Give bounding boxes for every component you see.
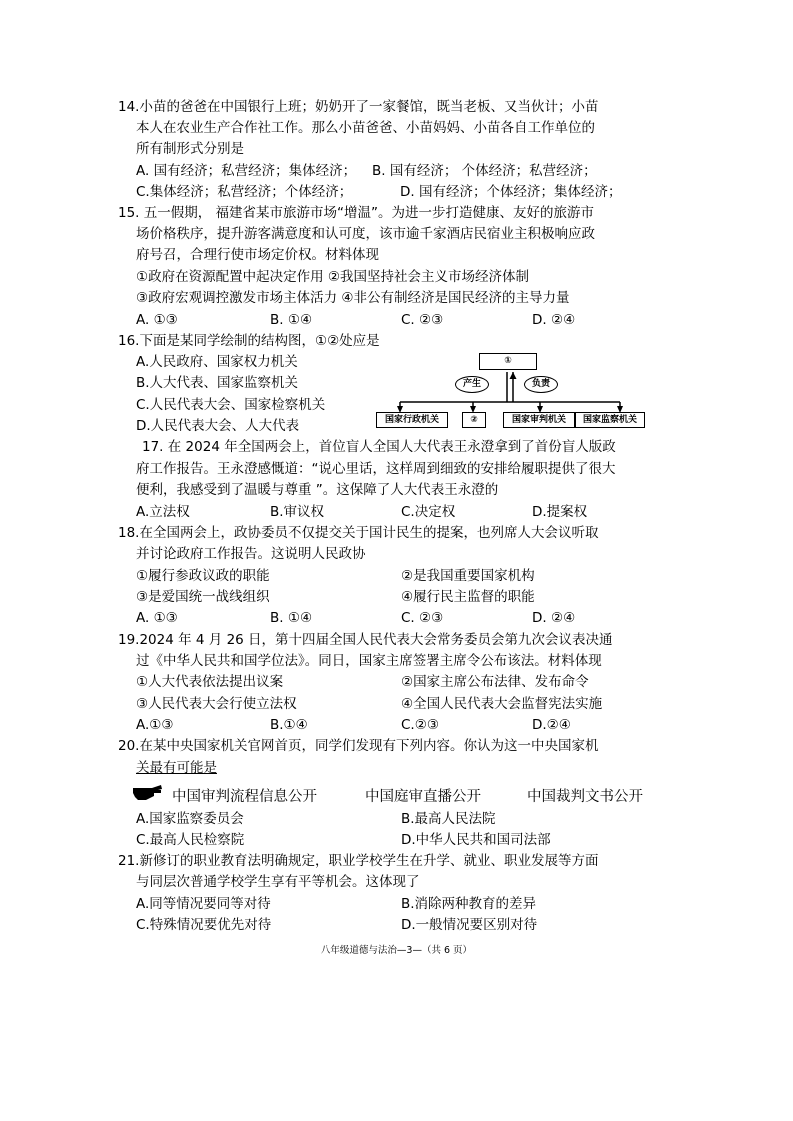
q18-option-c: C. ②③: [401, 610, 444, 626]
q18-statement-1: ①履行参政议政的职能: [136, 568, 270, 584]
q14-stem-line1: 14.小苗的爸爸在中国银行上班；奶奶开了一家餐馆，既当老板、又当伙计；小苗: [118, 99, 599, 115]
q15-option-b: B. ①④: [270, 312, 313, 328]
q17-option-a: A.立法权: [136, 504, 190, 520]
q21-option-a: A.同等情况要同等对待: [136, 896, 271, 912]
q14-stem-line2: 本人在农业生产合作社工作。那么小苗爸爸、小苗妈妈、小苗各自工作单位的: [136, 120, 595, 136]
q14-option-a: A. 国有经济；私营经济；集体经济；: [136, 163, 357, 179]
q15-stem-line3: 府号召，合理行使市场定价权。材料体现: [136, 247, 379, 263]
q21-option-c: C.特殊情况要优先对待: [136, 917, 272, 933]
q15-stem-line2: 场价格秩序，提升游客满意度和认可度，该市逾千家酒店民宿业主积极响应政: [136, 226, 595, 242]
q20-option-b: B.最高人民法院: [401, 811, 496, 827]
diagram-box-judicial: 国家审判机关: [503, 412, 575, 428]
q16-option-d: D.人民代表大会、人大代表: [136, 418, 300, 434]
q15-option-a: A. ①③: [136, 312, 178, 328]
q17-option-b: B.审议权: [270, 504, 325, 520]
q20-item-trial-live: 中国庭审直播公开: [365, 789, 481, 805]
q20-item-judgment-docs: 中国裁判文书公开: [527, 789, 643, 805]
q19-stem-line1: 19.2024 年 4 月 26 日，第十四届全国人民代表大会常务委员会第九次会议表决通: [118, 632, 613, 648]
q15-option-c: C. ②③: [401, 312, 444, 328]
diagram-box-supervisory: 国家监察机关: [575, 412, 645, 428]
diagram-box-blank: ②: [462, 412, 486, 428]
q20-option-d: D.中华人民共和国司法部: [401, 832, 551, 848]
q16-stem: 16.下面是某同学绘制的结构图，①②处应是: [118, 333, 380, 349]
q19-option-a: A.①③: [136, 717, 174, 733]
q19-option-c: C.②③: [401, 717, 439, 733]
q18-option-a: A. ①③: [136, 610, 178, 626]
q19-stem-line2: 过《中华人民共和国学位法》。同日，国家主席签署主席令公布该法。材料体现: [136, 653, 602, 669]
q17-stem-line3: 便利，我感受到了温暖与尊重 ”。这保障了人大代表王永澄的: [136, 482, 499, 498]
q17-stem-line1: 17. 在 2024 年全国两会上，首位盲人全国人大代表王永澄拿到了首份盲人版政: [142, 439, 616, 455]
q15-statement-1-2: ①政府在资源配置中起决定作用 ②我国坚持社会主义市场经济体制: [136, 269, 529, 285]
q17-option-c: C.决定权: [401, 504, 456, 520]
q15-option-d: D. ②④: [532, 312, 576, 328]
diagram-top-box: ①: [479, 353, 537, 370]
q18-statement-3: ③是爱国统一战线组织: [136, 589, 270, 605]
diagram-oval-produce: 产生: [455, 376, 489, 393]
q14-option-c: C.集体经济；私营经济；个体经济；: [136, 184, 353, 200]
q21-stem-line1: 21.新修订的职业教育法明确规定，职业学校学生在升学、就业、职业发展等方面: [118, 853, 599, 869]
q15-stem-line1: 15. 五一假期， 福建省某市旅游市场“增温”。为进一步打造健康、友好的旅游市: [118, 205, 595, 221]
diagram-box-administrative: 国家行政机关: [376, 412, 448, 428]
q19-statement-2: ②国家主席公布法律、发布命令: [401, 674, 589, 690]
q18-option-d: D. ②④: [532, 610, 576, 626]
q21-option-b: B.消除两种教育的差异: [401, 896, 537, 912]
q21-option-d: D.一般情况要区别对待: [401, 917, 538, 933]
q20-item-trial-process: 中国审判流程信息公开: [172, 789, 317, 805]
q19-statement-1: ①人大代表依法提出议案: [136, 674, 284, 690]
q18-stem-line2: 并讨论政府工作报告。这说明人民政协: [136, 546, 366, 562]
q14-stem-line3: 所有制形式分别是: [136, 141, 244, 157]
q21-stem-line2: 与同层次普通学校学生享有平等机会。这体现了: [136, 874, 420, 890]
q20-stem-line2: 关最有可能是: [136, 760, 217, 776]
q18-option-b: B. ①④: [270, 610, 313, 626]
q14-option-b: B. 国有经济； 个体经济；私营经济；: [372, 163, 597, 179]
q18-stem-line1: 18.在全国两会上，政协委员不仅提交关于国计民生的提案，也列席人大会议听取: [118, 525, 599, 541]
q19-statement-3: ③人民代表大会行使立法权: [136, 696, 297, 712]
page-footer: 八年级道德与法治—3—（共 6 页）: [320, 945, 473, 956]
q20-option-a: A.国家监察委员会: [136, 811, 244, 827]
q14-option-d: D. 国有经济；个体经济；集体经济；: [400, 184, 622, 200]
q15-statement-3-4: ③政府宏观调控激发市场主体活力 ④非公有制经济是国民经济的主导力量: [136, 290, 570, 306]
q17-option-d: D.提案权: [532, 504, 588, 520]
q17-stem-line2: 府工作报告。王永澄感慨道：“说心里话，这样周到细致的安排给履职提供了很大: [136, 461, 616, 477]
q18-statement-2: ②是我国重要国家机构: [401, 568, 535, 584]
q16-option-a: A.人民政府、国家权力机关: [136, 354, 298, 370]
diagram-oval-responsible: 负责: [524, 376, 558, 393]
q16-option-c: C.人民代表大会、国家检察机关: [136, 397, 326, 413]
q19-option-b: B.①④: [270, 717, 308, 733]
q19-statement-4: ④全国人民代表大会监督宪法实施: [401, 696, 603, 712]
pointing-hand-icon: [132, 780, 164, 802]
q20-option-c: C.最高人民检察院: [136, 832, 245, 848]
q18-statement-4: ④履行民主监督的职能: [401, 589, 535, 605]
q16-option-b: B.人大代表、国家监察机关: [136, 375, 299, 391]
q20-stem-line1: 20.在某中央国家机关官网首页，同学们发现有下列内容。你认为这一中央国家机: [118, 738, 599, 754]
q19-option-d: D.②④: [532, 717, 571, 733]
